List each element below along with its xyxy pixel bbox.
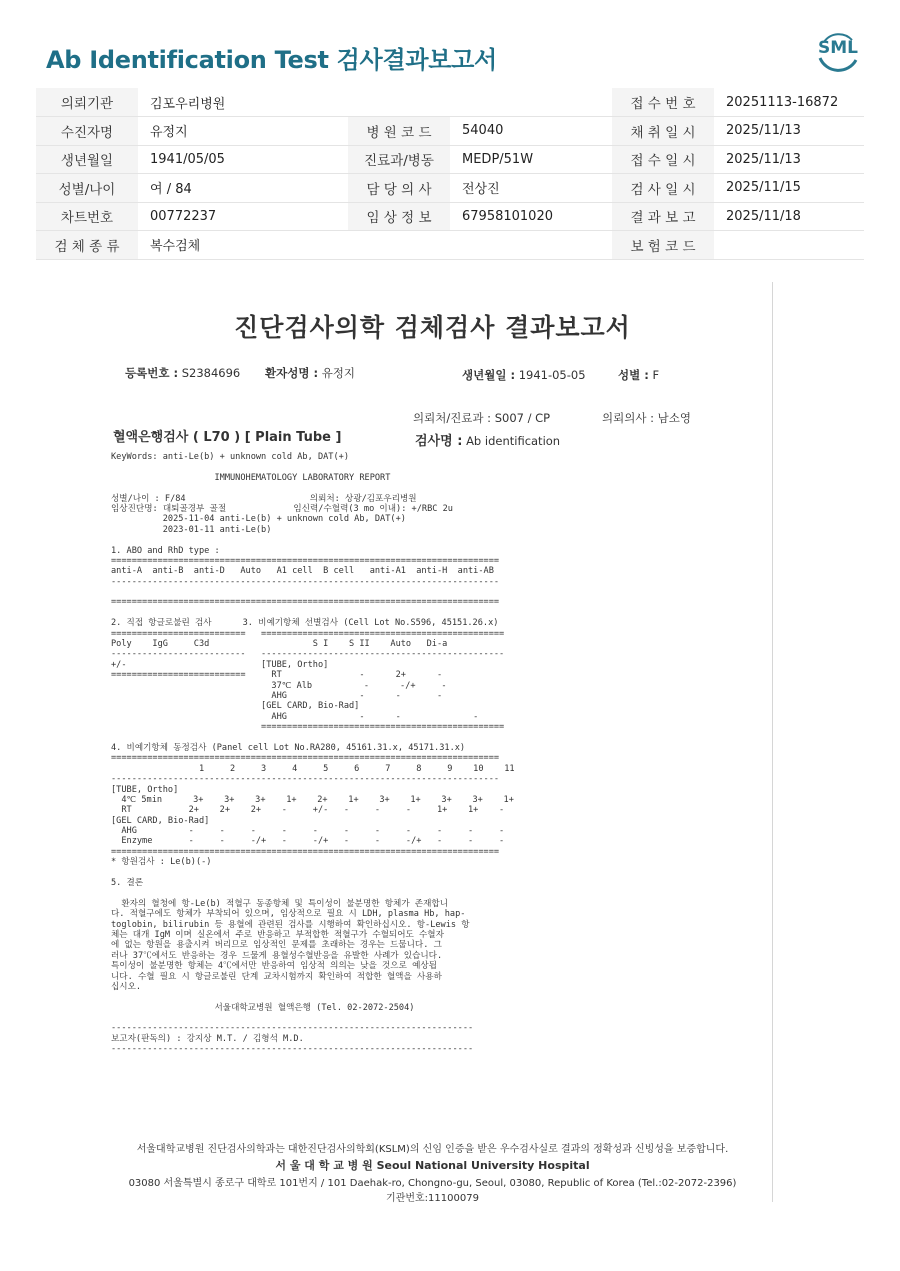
sex: [618, 367, 659, 383]
report-line: [111, 868, 515, 878]
sex-label: 성별 :: [618, 368, 649, 382]
info-label: 검 사 일 시: [612, 174, 714, 203]
report-line: 러나 37℃에서도 반응하는 경우 드물게 용혈성수혈반응을 유발한 사례가 있습니다.: [111, 950, 443, 961]
report-line: 환자의 혈청에 항-Le(b) 적혈구 동종항체 및 특이성이 불분명한 항체가 존재합니: [111, 898, 449, 909]
patient-name-label: 환자성명 :: [265, 366, 319, 380]
report-line: ===========================================================================: [111, 846, 500, 857]
registration-number: [125, 365, 240, 381]
report-line: ===============================================: [111, 722, 505, 733]
info-value: 2025/11/13: [714, 117, 864, 146]
scan-page-edge: [772, 282, 773, 1202]
report-line: [111, 483, 515, 493]
birth-date: [462, 367, 586, 383]
report-line: 서울대학교병원 혈액은행 (Tel. 02-2072-2504): [111, 1002, 415, 1013]
info-label: 보 험 코 드: [612, 231, 714, 260]
requesting-doctor: 의뢰의사 : 남소영: [602, 411, 691, 425]
patient-name: [265, 365, 355, 381]
report-line: 니다. 수혈 필요 시 항글로불린 단계 교차시험까지 확인하여 적합한 혈액을 사용하: [111, 971, 442, 982]
info-value: 김포우리병원: [138, 88, 348, 117]
info-row: [36, 231, 864, 260]
report-line: Poly IgG C3d S I S II Auto Di-a: [111, 639, 448, 650]
test-name-label: 검사명 :: [415, 434, 463, 449]
info-row: [36, 174, 864, 203]
info-label: 접 수 번 호: [612, 88, 714, 117]
info-label: 병 원 코 드: [348, 117, 450, 146]
footer-institution-number: 기관번호:11100079: [386, 1193, 479, 1204]
info-label: 검 체 종 류: [36, 231, 138, 260]
report-line: AHG - - - - - - - - - - -: [111, 826, 505, 837]
registration-label: 등록번호 :: [125, 366, 179, 380]
report-line: [111, 888, 515, 898]
info-row: [36, 88, 864, 117]
birth-date-label: 생년월일 :: [462, 368, 516, 382]
report-line: ---------------------------------------------------------------------------: [111, 576, 500, 587]
birth-date-value: 1941-05-05: [518, 368, 586, 382]
report-line: [111, 587, 515, 597]
info-row: [36, 145, 864, 174]
page-title: Ab Identification Test 검사결과보고서: [46, 46, 497, 74]
report-title: 진단검사의학 검체검사 결과보고서: [234, 313, 631, 342]
info-value: MEDP/51W: [450, 145, 612, 174]
report-line: AHG - - -: [111, 690, 443, 701]
report-line: 4℃ 5min 3+ 3+ 3+ 1+ 2+ 1+ 3+ 1+ 3+ 3+ 1+: [111, 794, 514, 805]
report-line: 1 2 3 4 5 6 7 8 9 10 11: [111, 763, 515, 774]
report-line: KeyWords: anti-Le(b) + unknown cold Ab, DAT(+): [111, 452, 349, 462]
info-label: 의뢰기관: [36, 88, 138, 117]
info-label: 임 상 정 보: [348, 202, 450, 231]
report-line: ===========================================================================: [111, 555, 500, 566]
info-value: [348, 231, 450, 260]
report-line: toglobin, bilirubin 등 용혈에 관련된 검사를 시행하여 확인하십시오. 항-Lewis 항: [111, 919, 470, 930]
report-line: 특이성이 불분명한 항체는 4℃에서만 반응하여 임상적 의의는 낮을 것으로 예상됩: [111, 961, 437, 972]
report-line: 체는 대개 IgM 이며 실온에서 주로 반응하고 부적합한 적혈구가 수혈되어도 수혈자: [111, 929, 444, 940]
test-name: [415, 430, 560, 449]
info-value: 2025/11/13: [714, 145, 864, 174]
report-line: +/- [TUBE, Ortho]: [111, 659, 329, 670]
info-label: 수진자명: [36, 117, 138, 146]
info-label: 진료과/병동: [348, 145, 450, 174]
report-line: ========================== ===============================================: [111, 628, 505, 639]
requesting-dept: 의뢰처/진료과 : S007 / CP: [413, 411, 551, 425]
info-label: 채 취 일 시: [612, 117, 714, 146]
report-line: [GEL CARD, Bio-Rad]: [111, 701, 360, 712]
info-value: [348, 88, 450, 117]
report-line: AHG - - -: [111, 711, 479, 722]
footer-address: 03080 서울특별시 종로구 대학로 101번지 / 101 Daehak-ro, Chongno-gu, Seoul, 03080, Republic of Korea (Tel.:02-2072-2396): [128, 1178, 737, 1189]
info-row: [36, 202, 864, 231]
report-line: ===========================================================================: [111, 597, 500, 608]
report-line: ----------------------------------------------------------------------: [111, 1023, 474, 1034]
report-line: IMMUNOHEMATOLOGY LABORATORY REPORT: [111, 472, 391, 483]
report-body: [111, 452, 515, 1055]
info-label: 차트번호: [36, 202, 138, 231]
info-value: 2025/11/15: [714, 174, 864, 203]
report-line: 성별/나이 : F/84 의뢰처: 상광/김포우리병원: [111, 493, 417, 504]
patient-info-table: [36, 88, 864, 260]
report-line: [111, 992, 515, 1002]
report-line: -------------------------- -----------------------------------------------: [111, 649, 505, 660]
info-value: [714, 231, 864, 260]
report-line: [111, 535, 515, 545]
report-line: 2. 직접 항글로불린 검사 3. 비예기항체 선별검사 (Cell Lot No.S596, 45151.26.x): [111, 618, 499, 629]
report-line: ---------------------------------------------------------------------------: [111, 774, 500, 785]
info-row: [36, 117, 864, 146]
info-value: [450, 231, 612, 260]
info-value: 전상진: [450, 174, 612, 203]
info-value: 54040: [450, 117, 612, 146]
info-value: 1941/05/05: [138, 145, 348, 174]
report-line: [111, 1013, 515, 1023]
patient-info-body: [36, 88, 864, 259]
sex-value: F: [652, 368, 660, 382]
report-line: ========================== RT - 2+ -: [111, 670, 443, 681]
info-value: 00772237: [138, 202, 348, 231]
report-line: [TUBE, Ortho]: [111, 784, 179, 795]
report-line: [111, 608, 515, 618]
report-line: 37℃ Alb - -/+ -: [111, 680, 447, 691]
report-line: 2025-11-04 anti-Le(b) + unknown cold Ab, DAT(+): [111, 514, 406, 525]
report-line: 임상진단명: 대퇴골경부 골절 임신력/수혈력(3 mo 이내): +/RBC 2u: [111, 503, 453, 514]
report-line: [111, 462, 515, 472]
report-line: 2023-01-11 anti-Le(b): [111, 524, 272, 535]
info-value: 유정지: [138, 117, 348, 146]
footer-accreditation: 서울대학교병원 진단검사의학과는 대한진단검사의학회(KSLM)의 신임 인증을 받은 우수검사실로 결과의 정확성과 신빙성을 보증합니다.: [136, 1144, 729, 1155]
info-value: 여 / 84: [138, 174, 348, 203]
info-label: 접 수 일 시: [612, 145, 714, 174]
report-line: 십시오.: [111, 981, 142, 992]
info-value: 67958101020: [450, 202, 612, 231]
report-line: 다. 적혈구에도 항체가 부착되어 있으며, 임상적으로 필요 시 LDH, plasma Hb, hap-: [111, 909, 466, 920]
report-line: ===========================================================================: [111, 753, 500, 764]
info-value: [450, 88, 612, 117]
patient-name-value: 유정지: [321, 366, 356, 380]
report-line: 4. 비예기항체 동정검사 (Panel cell Lot No.RA280, 45161.31.x, 45171.31.x): [111, 742, 466, 753]
test-name-value: Ab identification: [466, 434, 561, 448]
info-label: 성별/나이: [36, 174, 138, 203]
report-line: 보고자(판독의) : 강지상 M.T. / 김형석 M.D.: [111, 1033, 304, 1044]
report-line: 5. 결론: [111, 878, 144, 889]
sml-logo-text: SML: [818, 38, 858, 58]
report-line: anti-A anti-B anti-D Auto A1 cell B cell anti-A1 anti-H anti-AB: [111, 566, 494, 577]
report-line: * 항원검사 : Le(b)(-): [111, 857, 212, 868]
info-label: 담 당 의 사: [348, 174, 450, 203]
sml-logo: [812, 30, 864, 78]
registration-value: S2384696: [181, 366, 241, 380]
report-line: [111, 733, 515, 743]
report-line: RT 2+ 2+ 2+ - +/- - - - 1+ 1+ -: [111, 805, 505, 816]
blood-bank-section-title: 혈액은행검사 ( L70 ) [ Plain Tube ]: [113, 430, 342, 445]
report-line: 에 없는 항원을 용출시켜 버리므로 임상적인 문제를 초래하는 경우는 드뭅니다. 그: [111, 940, 442, 951]
report-line: Enzyme - - -/+ - -/+ - - -/+ - - -: [111, 836, 505, 847]
info-label: 결 과 보 고: [612, 202, 714, 231]
report-line: 1. ABO and RhD type :: [111, 545, 220, 556]
info-label: 생년월일: [36, 145, 138, 174]
footer-hospital-name: 서 울 대 학 교 병 원 Seoul National University Hospital: [275, 1159, 590, 1172]
report-line: [GEL CARD, Bio-Rad]: [111, 815, 210, 826]
info-value: 복수검체: [138, 231, 348, 260]
report-line: ----------------------------------------------------------------------: [111, 1044, 474, 1055]
info-value: 2025/11/18: [714, 202, 864, 231]
info-value: 20251113-16872: [714, 88, 864, 117]
